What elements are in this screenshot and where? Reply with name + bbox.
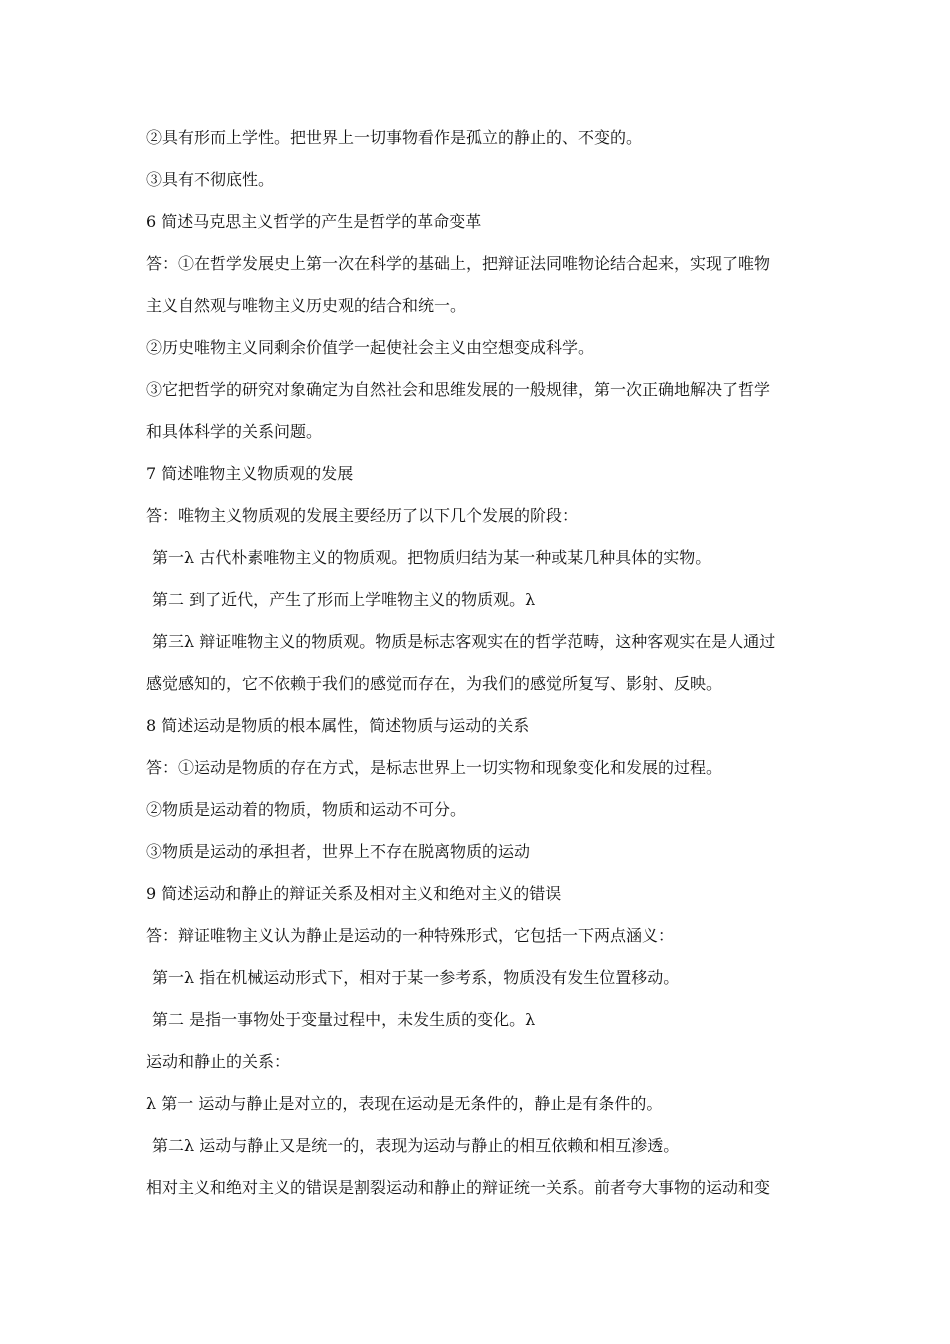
text-line: 感觉感知的，它不依赖于我们的感觉而存在，为我们的感觉所复写、影射、反映。 <box>146 674 723 693</box>
text-line: ③具有不彻底性。 <box>146 170 275 189</box>
answer-line: 答：①运动是物质的存在方式，是标志世界上一切实物和现象变化和发展的过程。 <box>146 758 723 777</box>
question-heading: 9 简述运动和静止的辩证关系及相对主义和绝对主义的错误 <box>146 884 562 903</box>
text-line: 运动和静止的关系： <box>146 1052 291 1071</box>
text-line: λ 第一 运动与静止是对立的，表现在运动是无条件的，静止是有条件的。 <box>146 1094 663 1113</box>
answer-line: 答：辩证唯物主义认为静止是运动的一种特殊形式，它包括一下两点涵义： <box>146 926 675 945</box>
question-heading: 7 简述唯物主义物质观的发展 <box>146 464 354 483</box>
answer-line: 答：唯物主义物质观的发展主要经历了以下几个发展的阶段： <box>146 506 579 525</box>
text-line: ②物质是运动着的物质，物质和运动不可分。 <box>146 800 467 819</box>
text-line: 第三λ 辩证唯物主义的物质观。物质是标志客观实在的哲学范畴，这种客观实在是人通过 <box>152 632 776 651</box>
answer-line: 答：①在哲学发展史上第一次在科学的基础上，把辩证法同唯物论结合起来，实现了唯物 <box>146 254 771 273</box>
text-line: ②历史唯物主义同剩余价值学一起使社会主义由空想变成科学。 <box>146 338 595 357</box>
question-heading: 6 简述马克思主义哲学的产生是哲学的革命变革 <box>146 212 482 231</box>
question-heading: 8 简述运动是物质的根本属性，简述物质与运动的关系 <box>146 716 530 735</box>
text-line: 第一λ 指在机械运动形式下，相对于某一参考系，物质没有发生位置移动。 <box>152 968 680 987</box>
text-line: 第一λ 古代朴素唯物主义的物质观。把物质归结为某一种或某几种具体的实物。 <box>152 548 712 567</box>
text-line: ②具有形而上学性。把世界上一切事物看作是孤立的静止的、不变的。 <box>146 128 643 147</box>
text-line: 第二 到了近代，产生了形而上学唯物主义的物质观。λ <box>152 590 536 609</box>
text-line: 第二λ 运动与静止又是统一的，表现为运动与静止的相互依赖和相互渗透。 <box>152 1136 680 1155</box>
text-line: 相对主义和绝对主义的错误是割裂运动和静止的辩证统一关系。前者夸大事物的运动和变 <box>146 1178 771 1197</box>
text-line: 第二 是指一事物处于变量过程中，未发生质的变化。λ <box>152 1010 536 1029</box>
text-line: 主义自然观与唯物主义历史观的结合和统一。 <box>146 296 467 315</box>
text-line: 和具体科学的关系问题。 <box>146 422 323 441</box>
text-line: ③它把哲学的研究对象确定为自然社会和思维发展的一般规律，第一次正确地解决了哲学 <box>146 380 771 399</box>
text-line: ③物质是运动的承担者，世界上不存在脱离物质的运动 <box>146 842 531 861</box>
